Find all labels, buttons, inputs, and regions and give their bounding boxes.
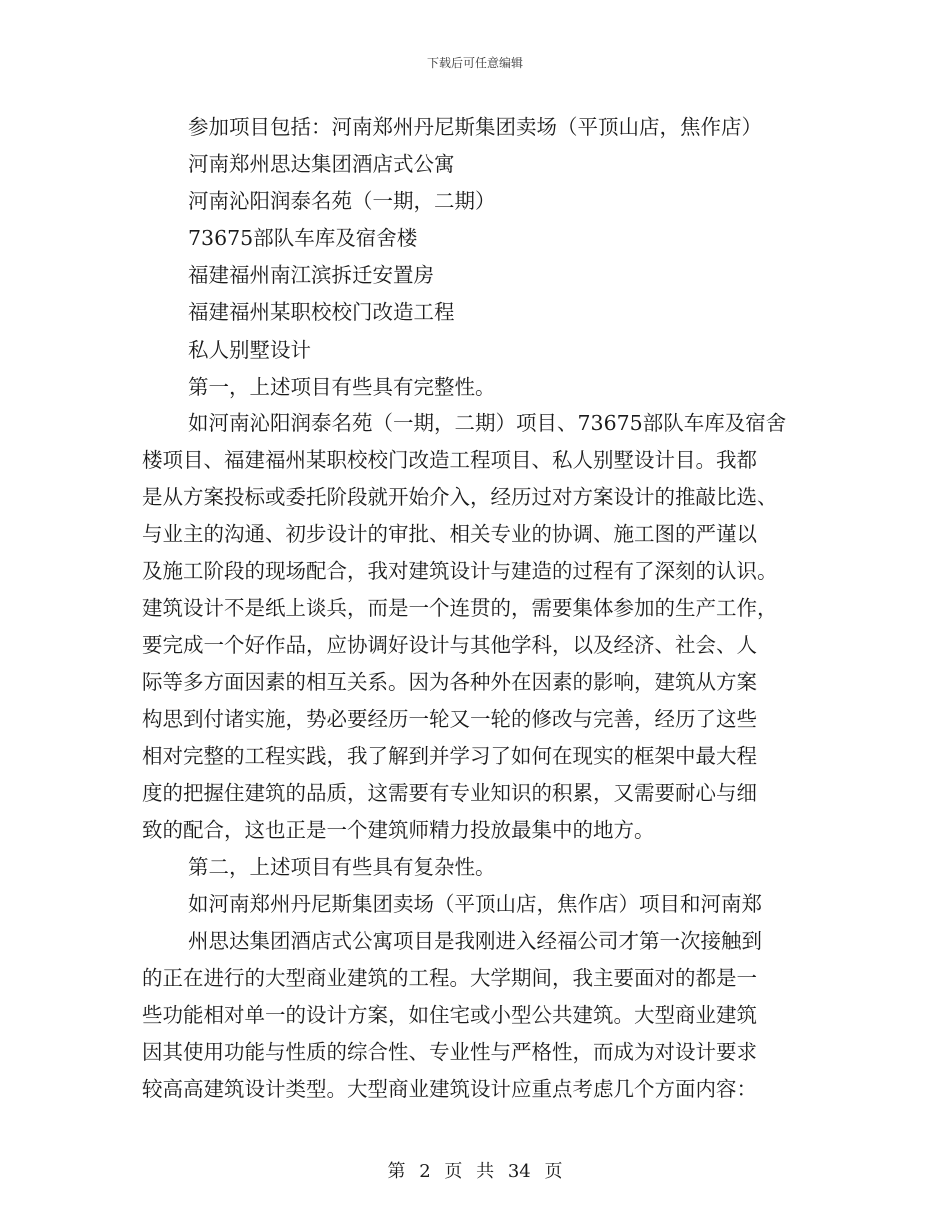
text-line: 第二，上述项目有些具有复杂性。 xyxy=(188,855,496,879)
text-line: 福建福州某职校校门改造工程 xyxy=(188,300,455,324)
text-line: 际等多方面因素的相互关系。因为各种外在因素的影响，建筑从方案 xyxy=(142,670,757,694)
text-line: 楼项目、福建福州某职校校门改造工程项目、私人别墅设计目。我都 xyxy=(142,448,757,472)
text-line: 福建福州南江滨拆迁安置房 xyxy=(188,263,434,287)
text-line: 些功能相对单一的设计方案，如住宅或小型公共建筑。大型商业建筑 xyxy=(142,1003,757,1027)
text-line: 致的配合，这也正是一个建筑师精力投放最集中的地方。 xyxy=(142,818,655,842)
text-line: 要完成一个好作品，应协调好设计与其他学科，以及经济、社会、人 xyxy=(142,633,757,657)
text-line: 私人别墅设计 xyxy=(188,338,311,362)
text-line: 相对完整的工程实践，我了解到并学习了如何在现实的框架中最大程 xyxy=(142,744,757,768)
text-line: 构思到付诸实施，势必要经历一轮又一轮的修改与完善，经历了这些 xyxy=(142,707,757,731)
text-line: 是从方案投标或委托阶段就开始介入，经历过对方案设计的推敲比选、 xyxy=(142,485,778,509)
text-line: 较高高建筑设计类型。大型商业建筑设计应重点考虑几个方面内容： xyxy=(142,1077,757,1101)
text-line: 河南郑州思达集团酒店式公寓 xyxy=(188,152,455,176)
text-line: 如河南沁阳润泰名苑（一期，二期）项目、73675部队车库及宿舍 xyxy=(188,411,787,435)
text-line: 因其使用功能与性质的综合性、专业性与严格性，而成为对设计要求 xyxy=(142,1040,757,1064)
text-line: 如河南郑州丹尼斯集团卖场（平顶山店，焦作店）项目和河南郑 xyxy=(188,892,762,916)
text-line: 与业主的沟通、初步设计的审批、相关专业的协调、施工图的严谨以 xyxy=(142,522,757,546)
text-line: 河南沁阳润泰名苑（一期，二期） xyxy=(188,189,496,213)
text-line: 及施工阶段的现场配合，我对建筑设计与建造的过程有了深刻的认识。 xyxy=(142,559,778,583)
text-line: 73675部队车库及宿舍楼 xyxy=(188,226,418,250)
page-number: 第 2 页 共 34 页 xyxy=(387,1161,563,1182)
text-line: 参加项目包括：河南郑州丹尼斯集团卖场（平顶山店，焦作店） xyxy=(188,115,762,139)
page-header: 下载后可任意编辑 xyxy=(426,56,523,70)
text-line: 州思达集团酒店式公寓项目是我刚进入经福公司才第一次接触到 xyxy=(188,929,762,953)
text-line: 度的把握住建筑的品质，这需要有专业知识的积累，又需要耐心与细 xyxy=(142,781,757,805)
text-line: 第一，上述项目有些具有完整性。 xyxy=(188,375,496,399)
text-line: 建筑设计不是纸上谈兵，而是一个连贯的，需要集体参加的生产工作， xyxy=(142,596,778,620)
text-line: 的正在进行的大型商业建筑的工程。大学期间，我主要面对的都是一 xyxy=(142,966,757,990)
